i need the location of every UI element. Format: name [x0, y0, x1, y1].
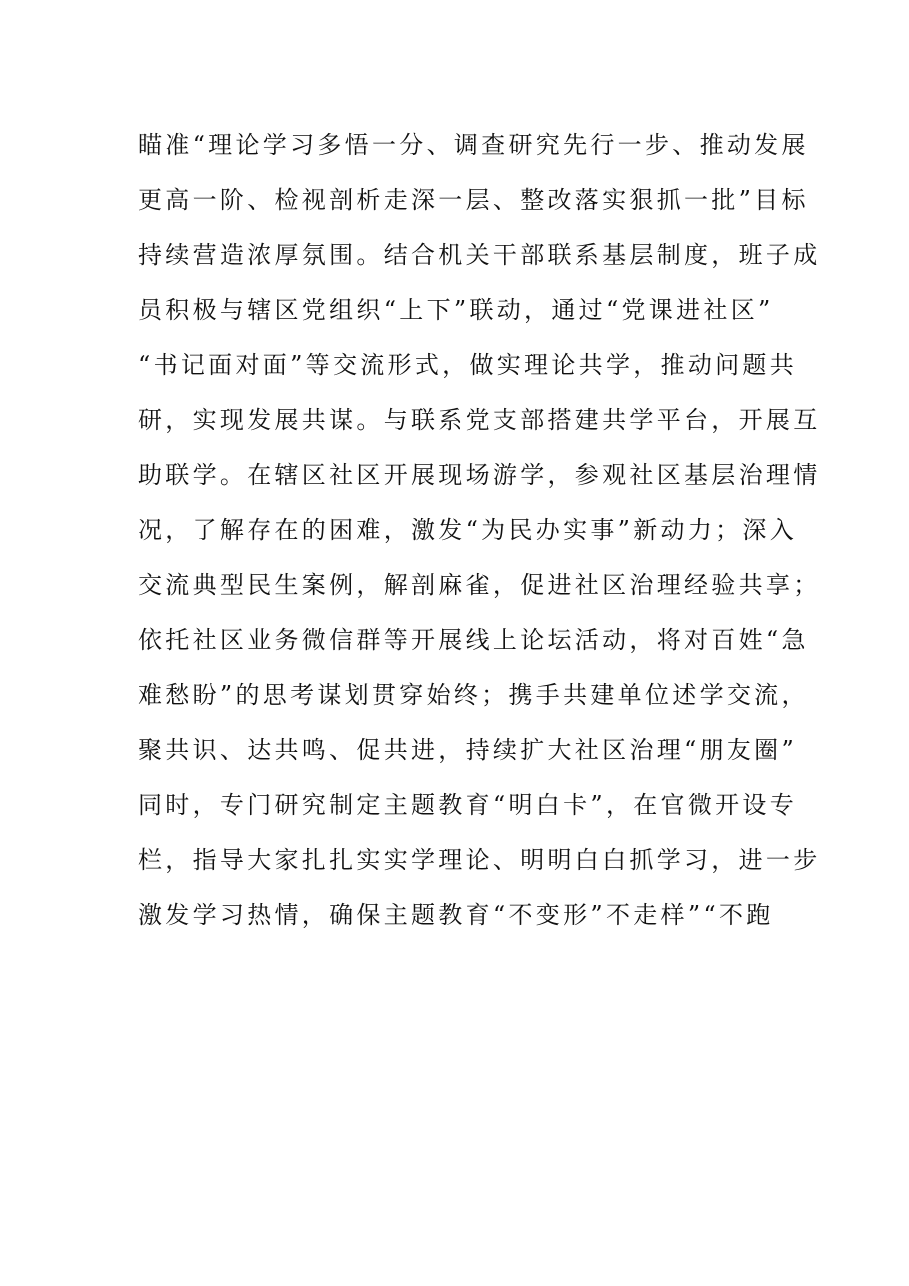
text-line-8: 况，了解存在的困难，激发“为民办实事”新动力；深入 — [138, 516, 798, 544]
text-line-2: 更高一阶、检视剖析走深一层、整改落实狠抓一批”目标 — [138, 186, 809, 214]
text-line-11: 难愁盼”的思考谋划贯穿始终；携手共建单位述学交流， — [138, 681, 809, 709]
text-line-9: 交流典型民生案例，解剖麻雀，促进社区治理经验共享； — [138, 571, 821, 599]
text-line-5: “书记面对面”等交流形式，做实理论共学，推动问题共 — [138, 351, 798, 379]
body-text — [138, 118, 821, 943]
text-line-3: 持续营造浓厚氛围。结合机关干部联系基层制度，班子成 — [138, 241, 821, 269]
text-line-4: 员积极与辖区党组织“上下”联动，通过“党课进社区” — [138, 296, 774, 324]
text-line-6: 研，实现发展共谋。与联系党支部搭建共学平台，开展互 — [138, 406, 821, 434]
text-line-12: 聚共识、达共鸣、促共进，持续扩大社区治理“朋友圈” — [138, 736, 798, 764]
text-line-10: 依托社区业务微信群等开展线上论坛活动，将对百姓“急 — [138, 626, 809, 654]
text-line-14: 栏，指导大家扎扎实实学理论、明明白白抓学习，进一步 — [138, 846, 821, 874]
text-line-7: 助联学。在辖区社区开展现场游学，参观社区基层治理情 — [138, 461, 821, 489]
text-line-13: 同时，专门研究制定主题教育“明白卡”，在官微开设专 — [138, 791, 798, 819]
text-line-15: 激发学习热情，确保主题教育“不变形”不走样”“不跑 — [138, 901, 774, 929]
text-line-1: 瞄准“理论学习多悟一分、调查研究先行一步、推动发展 — [138, 131, 809, 159]
